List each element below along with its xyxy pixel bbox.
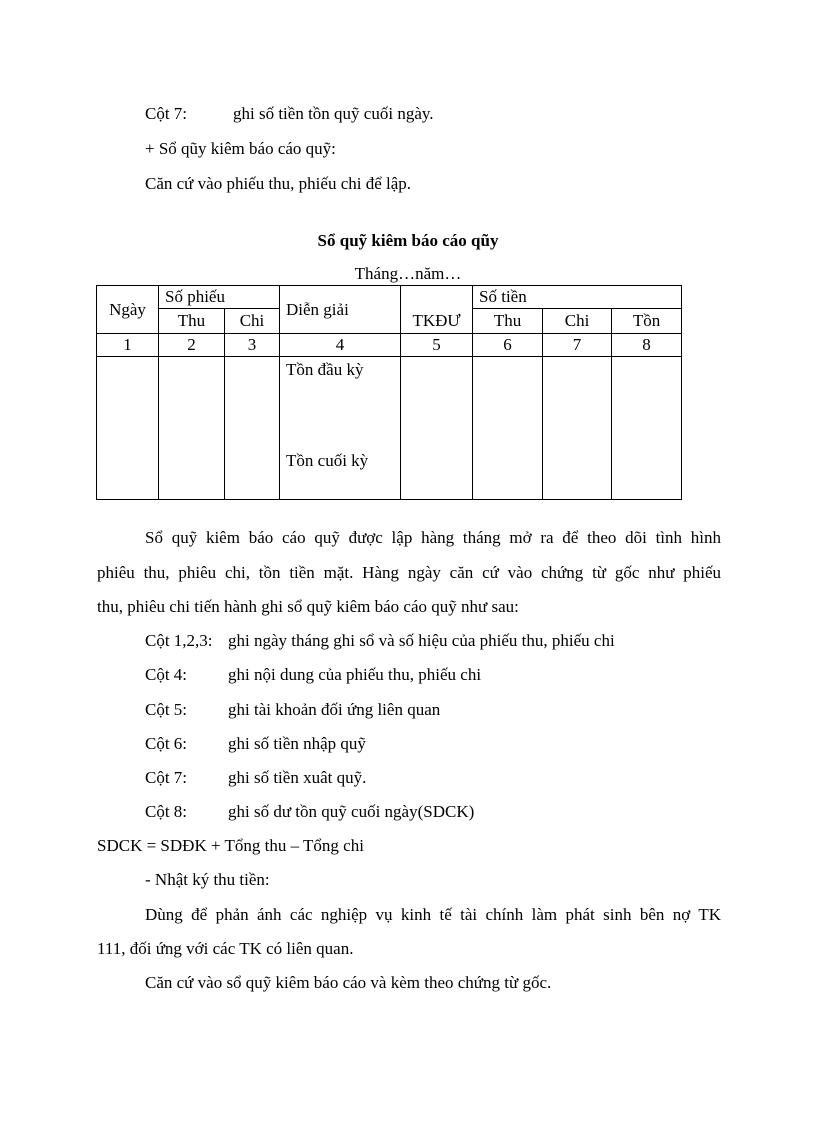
closing-balance: Tồn cuối kỳ [286, 451, 369, 470]
para1-line2: phiêu thu, phiêu chi, tồn tiền mặt. Hàng ngày căn cứ vào chứng từ gốc như phiếu [97, 563, 721, 582]
header-row-1 [97, 286, 682, 309]
column-desc-text: ghi số tiền xuât quỹ. [228, 768, 367, 787]
body-cell-date [97, 357, 159, 500]
column-number: 5 [401, 334, 473, 357]
column-desc-label: Cột 1,2,3: [145, 631, 213, 650]
formula: SDCK = SDĐK + Tổng thu – Tổng chi [97, 836, 364, 855]
column-desc-text: ghi tài khoản đối ứng liên quan [228, 700, 441, 719]
column-desc-text: ghi ngày tháng ghi sổ và số hiệu của phiếu thu, phiếu chi [228, 631, 615, 650]
intro-col7-text: ghi số tiền tồn quỹ cuối ngày. [233, 104, 434, 123]
column-desc-text: ghi số tiền nhập quỹ [228, 734, 366, 753]
ledger-body-row [97, 357, 682, 500]
header-account: TKĐƯ [401, 286, 473, 334]
column-desc-label: Cột 8: [145, 802, 188, 821]
para1-line3: thu, phiêu chi tiến hành ghi sổ quỹ kiêm báo cáo quỹ như sau: [97, 597, 519, 616]
column-number: 4 [280, 334, 401, 357]
header-amount: Số tiền [473, 286, 682, 309]
intro-heading: + Sổ qũy kiêm báo cáo quỹ: [145, 139, 336, 158]
body-cell-voucher-in [159, 357, 225, 500]
body-cell-amount-in [473, 357, 543, 500]
column-desc-label: Cột 7: [145, 768, 188, 787]
header-amount-out: Chi [543, 309, 612, 334]
ledger-table [96, 285, 682, 500]
body-cell-amount-out [543, 357, 612, 500]
header-amount-balance: Tồn [612, 309, 682, 334]
header-amount-in: Thu [473, 309, 543, 334]
column-number: 2 [159, 334, 225, 357]
column-number: 7 [543, 334, 612, 357]
journal-basis: Căn cứ vào sổ quỹ kiêm báo cáo và kèm theo chứng từ gốc. [145, 973, 552, 992]
column-desc-label: Cột 4: [145, 665, 188, 684]
column-desc-4 [145, 665, 481, 685]
column-desc-1 [145, 631, 615, 651]
intro-basis: Căn cứ vào phiếu thu, phiếu chi để lập. [145, 174, 412, 193]
header-voucher-out: Chi [225, 309, 280, 334]
journal-line1: Dùng để phản ánh các nghiệp vụ kinh tế tài chính làm phát sinh bên nợ TK [145, 905, 721, 924]
intro-col7-line [145, 104, 434, 124]
column-number: 8 [612, 334, 682, 357]
header-date: Ngày [97, 286, 159, 334]
column-number-row [97, 334, 682, 357]
header-voucher-in: Thu [159, 309, 225, 334]
body-cell-account [401, 357, 473, 500]
body-cell-amount-balance [612, 357, 682, 500]
column-number: 3 [225, 334, 280, 357]
intro-col7-label: Cột 7: [145, 104, 188, 123]
ledger-title: Sổ quỹ kiêm báo cáo qũy [317, 231, 499, 250]
column-desc-7 [145, 768, 366, 788]
header-voucher-no: Số phiếu [159, 286, 280, 309]
para1-line1: Sổ quỹ kiêm báo cáo quỹ được lập hàng tháng mở ra để theo dõi tình hình [145, 528, 721, 547]
column-number: 1 [97, 334, 159, 357]
column-desc-label: Cột 5: [145, 700, 188, 719]
column-number: 6 [473, 334, 543, 357]
ledger-subtitle: Tháng…năm… [354, 264, 462, 283]
column-desc-8 [145, 802, 474, 822]
header-description: Diễn giải [280, 286, 401, 334]
body-cell-description [280, 357, 401, 500]
journal-line2: 111, đối ứng với các TK có liên quan. [97, 939, 354, 958]
opening-balance: Tồn đầu kỳ [286, 360, 364, 379]
column-desc-text: ghi nội dung của phiếu thu, phiếu chi [228, 665, 482, 684]
column-desc-label: Cột 6: [145, 734, 188, 753]
column-desc-5 [145, 700, 440, 720]
column-desc-text: ghi số dư tồn quỹ cuối ngày(SDCK) [228, 802, 475, 821]
body-cell-voucher-out [225, 357, 280, 500]
column-desc-6 [145, 734, 366, 754]
journal-heading: - Nhật ký thu tiền: [145, 870, 270, 889]
